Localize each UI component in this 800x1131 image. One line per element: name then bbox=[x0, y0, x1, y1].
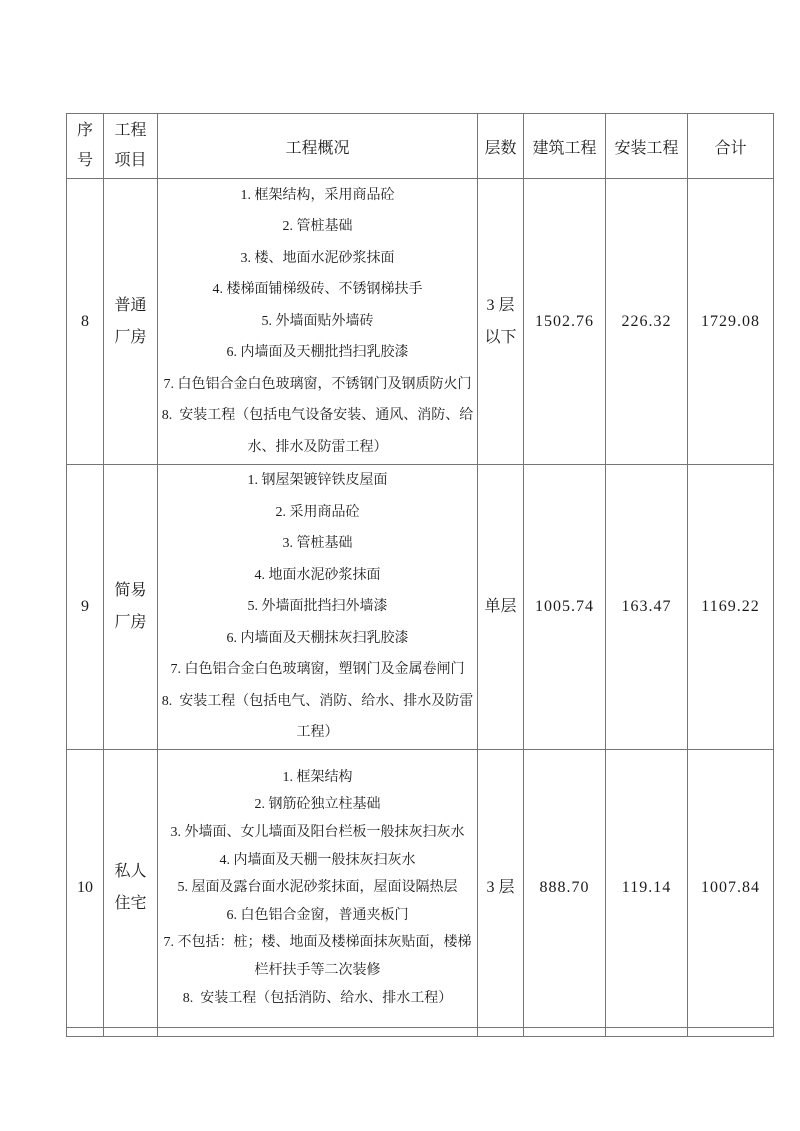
overview-cell bbox=[158, 749, 478, 1027]
table-header-row bbox=[67, 114, 774, 179]
construction-cost-cell: 1502.76 bbox=[524, 179, 606, 465]
overview-item: 6. 内墙面及天棚抹灰扫乳胶漆 bbox=[226, 630, 409, 646]
total-cost-cell: 1729.08 bbox=[688, 179, 774, 465]
overview-cell bbox=[158, 465, 478, 750]
empty-cell bbox=[67, 1027, 104, 1036]
table-row bbox=[67, 179, 774, 465]
overview-item: 2. 采用商品砼 bbox=[275, 504, 360, 520]
overview-item: 5. 外墙面贴外墙砖 bbox=[261, 313, 374, 329]
empty-cell bbox=[158, 1027, 478, 1036]
header-serial bbox=[67, 114, 104, 179]
header-serial-line1: 序 bbox=[76, 122, 93, 139]
table-row bbox=[67, 465, 774, 750]
floors-line1: 单层 bbox=[484, 597, 517, 615]
overview-item: 4. 内墙面及天棚一般抹灰扫灰水 bbox=[219, 852, 416, 868]
empty-cell bbox=[524, 1027, 606, 1036]
header-total: 合计 bbox=[688, 114, 774, 179]
table-row-partial bbox=[67, 1027, 774, 1036]
installation-cost-cell: 163.47 bbox=[606, 465, 688, 750]
overview-item: 3. 楼、地面水泥砂浆抹面 bbox=[240, 250, 395, 266]
project-line2: 厂房 bbox=[114, 613, 147, 631]
overview-item: 8. 安装工程（包括电气设备安装、通风、消防、给水、排水及防雷工程） bbox=[161, 408, 474, 455]
floors-line1: 3 层 bbox=[486, 296, 515, 314]
overview-item: 1. 框架结构 bbox=[282, 769, 353, 785]
overview-item: 3. 外墙面、女儿墙面及阳台栏板一般抹灰扫灰水 bbox=[170, 825, 465, 841]
header-project-line1: 工程 bbox=[114, 122, 147, 139]
serial-cell: 9 bbox=[67, 465, 104, 750]
floors-line2: 以下 bbox=[484, 328, 517, 346]
serial-cell: 8 bbox=[67, 179, 104, 465]
floors-cell bbox=[478, 749, 524, 1027]
overview-cell bbox=[158, 179, 478, 465]
empty-cell bbox=[104, 1027, 158, 1036]
header-project-line2: 项目 bbox=[114, 152, 147, 169]
overview-item: 5. 屋面及露台面水泥砂浆抹面，屋面设隔热层 bbox=[177, 880, 458, 896]
project-line2: 住宅 bbox=[114, 895, 147, 912]
serial-cell: 10 bbox=[67, 749, 104, 1027]
empty-cell bbox=[606, 1027, 688, 1036]
project-cell bbox=[104, 465, 158, 750]
project-cell bbox=[104, 179, 158, 465]
project-line1: 私人 bbox=[114, 863, 147, 880]
header-serial-line2: 号 bbox=[76, 152, 93, 169]
construction-cost-cell: 1005.74 bbox=[524, 465, 606, 750]
header-project bbox=[104, 114, 158, 179]
header-overview: 工程概况 bbox=[158, 114, 478, 179]
installation-cost-cell: 119.14 bbox=[606, 749, 688, 1027]
floors-cell bbox=[478, 465, 524, 750]
overview-item: 1. 框架结构，采用商品砼 bbox=[240, 187, 395, 203]
overview-item: 2. 管桩基础 bbox=[282, 219, 353, 235]
empty-cell bbox=[688, 1027, 774, 1036]
overview-item: 3. 管桩基础 bbox=[282, 536, 353, 551]
overview-item: 5. 外墙面批挡扫外墙漆 bbox=[247, 599, 388, 614]
header-floors: 层数 bbox=[478, 114, 524, 179]
overview-item: 2. 钢筋砼独立柱基础 bbox=[254, 797, 381, 813]
overview-item: 6. 白色铝合金窗，普通夹板门 bbox=[226, 907, 409, 923]
table-row bbox=[67, 749, 774, 1027]
overview-item: 4. 地面水泥砂浆抹面 bbox=[254, 567, 381, 583]
floors-cell bbox=[478, 179, 524, 465]
installation-cost-cell: 226.32 bbox=[606, 179, 688, 465]
overview-item: 8. 安装工程（包括消防、给水、排水工程） bbox=[182, 990, 453, 1006]
construction-cost-cell: 888.70 bbox=[524, 749, 606, 1027]
project-line1: 简易 bbox=[114, 581, 147, 599]
overview-item: 7. 白色铝合金白色玻璃窗，不锈钢门及钢质防火门 bbox=[163, 376, 472, 392]
total-cost-cell: 1169.22 bbox=[688, 465, 774, 750]
header-installation: 安装工程 bbox=[606, 114, 688, 179]
empty-cell bbox=[478, 1027, 524, 1036]
overview-item: 7. 白色铝合金白色玻璃窗，塑钢门及金属卷闸门 bbox=[170, 662, 465, 677]
project-cell bbox=[104, 749, 158, 1027]
overview-item: 1. 钢屋架镀锌铁皮屋面 bbox=[247, 473, 388, 488]
estimate-table bbox=[66, 113, 774, 1037]
overview-item: 6. 内墙面及天棚批挡扫乳胶漆 bbox=[226, 345, 409, 361]
overview-item: 7. 不包括：桩；楼、地面及楼梯面抹灰贴面，楼梯栏杆扶手等二次装修 bbox=[163, 935, 472, 978]
total-cost-cell: 1007.84 bbox=[688, 749, 774, 1027]
project-line1: 普通 bbox=[114, 296, 147, 314]
overview-item: 8. 安装工程（包括电气、消防、给水、排水及防雷工程） bbox=[161, 693, 474, 740]
overview-item: 4. 楼梯面铺梯级砖、不锈钢梯扶手 bbox=[212, 282, 423, 298]
project-line2: 厂房 bbox=[114, 328, 147, 346]
floors-line1: 3 层 bbox=[486, 879, 515, 896]
header-construction: 建筑工程 bbox=[524, 114, 606, 179]
